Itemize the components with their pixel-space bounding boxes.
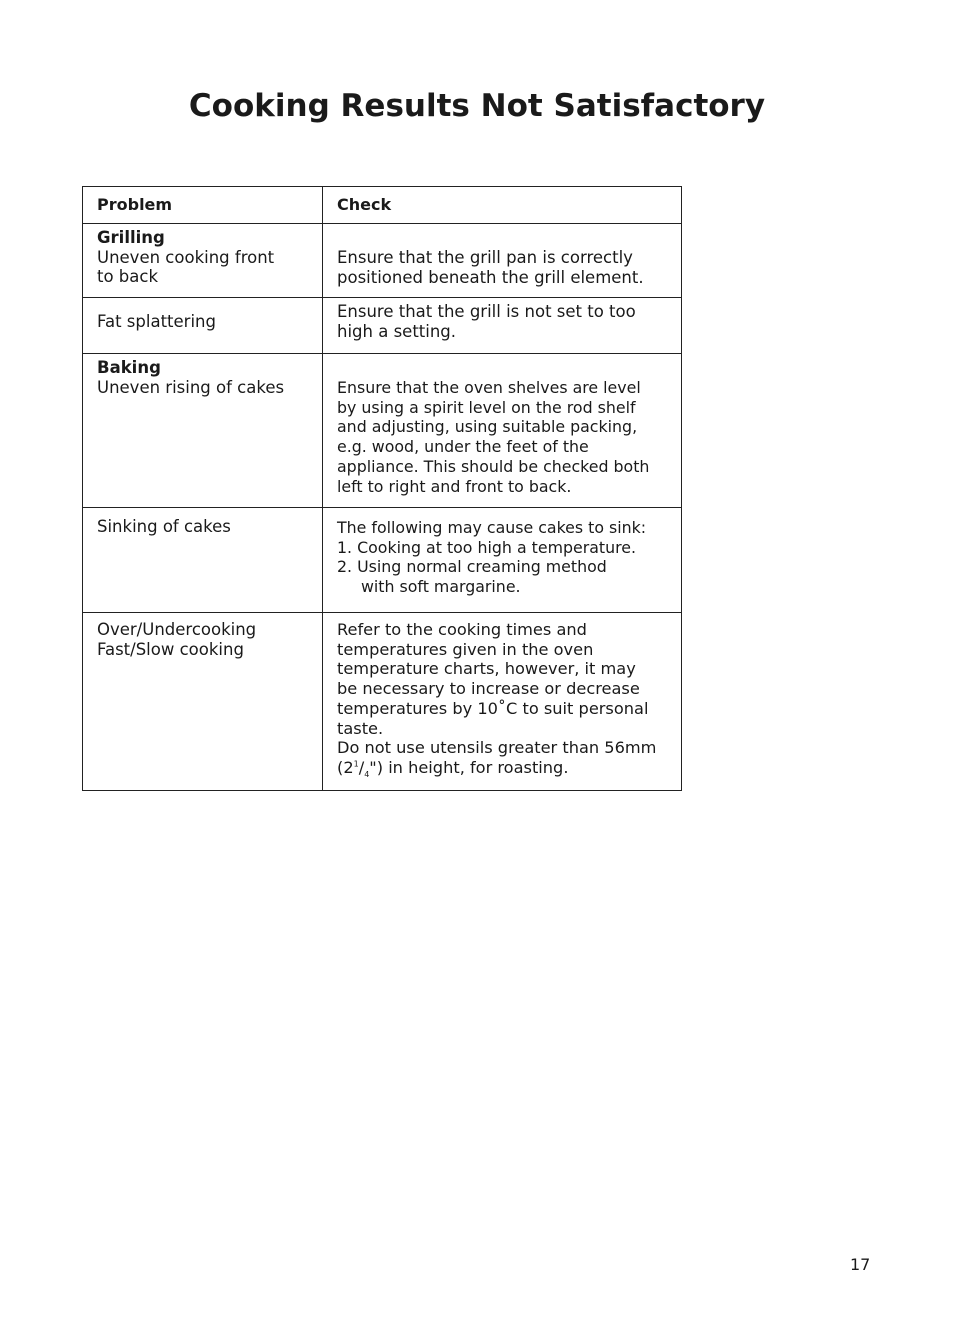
check-cell	[323, 613, 682, 791]
check-line: temperature charts, however, it may	[337, 659, 636, 679]
fraction-denominator: 4	[364, 770, 370, 780]
fraction-close: ") in height, for roasting.	[369, 757, 569, 777]
check-line: temperatures by 10˚C to suit personal	[337, 698, 649, 718]
check-line: Ensure that the grill pan is correctly	[337, 248, 633, 267]
page-number: 17	[850, 1255, 871, 1274]
problem-line: Sinking of cakes	[97, 517, 231, 536]
problem-cell	[83, 508, 323, 613]
check-line: with soft margarine.	[361, 577, 521, 597]
check-line: be necessary to increase or decrease	[337, 679, 640, 699]
page-title: Cooking Results Not Satisfactory	[188, 88, 766, 124]
check-line: Refer to the cooking times and	[337, 620, 587, 639]
check-line: temperatures given in the oven	[337, 639, 594, 659]
check-line: taste.	[337, 718, 384, 738]
table-header-row	[83, 187, 682, 224]
fraction-slash: /	[358, 757, 365, 777]
check-line: Ensure that the grill is not set to too	[337, 302, 636, 321]
check-line: appliance. This should be checked both	[337, 456, 650, 476]
check-line-fraction	[337, 758, 681, 778]
check-line: e.g. wood, under the feet of the	[337, 437, 589, 457]
check-line: and adjusting, using suitable packing,	[337, 417, 638, 437]
check-line: 1. Cooking at too high a temperature.	[337, 537, 636, 557]
check-line: The following may cause cakes to sink:	[337, 518, 647, 537]
problem-line: Fast/Slow cooking	[97, 639, 244, 659]
check-line: high a setting.	[337, 321, 457, 341]
category-label: Baking	[97, 358, 161, 377]
fraction-numerator: 1	[353, 759, 359, 769]
check-cell	[323, 224, 682, 298]
check-line: positioned beneath the grill element.	[337, 267, 644, 287]
table-row	[83, 613, 682, 791]
troubleshooting-table	[82, 186, 682, 791]
check-line: 2. Using normal creaming method	[337, 557, 607, 577]
fraction-open: (2	[337, 757, 354, 777]
column-header-check: Check	[323, 187, 682, 224]
check-line: left to right and front to back.	[337, 476, 572, 496]
problem-cell	[83, 354, 323, 508]
category-label: Grilling	[97, 228, 165, 247]
check-cell	[323, 298, 682, 354]
check-line: Ensure that the oven shelves are level	[337, 378, 641, 397]
table-row	[83, 508, 682, 613]
table-row	[83, 354, 682, 508]
problem-cell	[83, 298, 323, 354]
table-row	[83, 298, 682, 354]
problem-line: Over/Undercooking	[97, 620, 257, 639]
problem-cell	[83, 613, 323, 791]
column-header-problem: Problem	[83, 187, 323, 224]
problem-line: Fat splattering	[97, 312, 216, 331]
table-row	[83, 224, 682, 298]
check-cell	[323, 508, 682, 613]
check-cell	[323, 354, 682, 508]
problem-line: Uneven rising of cakes	[97, 377, 285, 397]
problem-line: to back	[97, 267, 159, 287]
problem-cell	[83, 224, 323, 298]
check-line: Do not use utensils greater than 56mm	[337, 738, 657, 758]
problem-line: Uneven cooking front	[97, 247, 275, 267]
check-line: by using a spirit level on the rod shelf	[337, 397, 636, 417]
